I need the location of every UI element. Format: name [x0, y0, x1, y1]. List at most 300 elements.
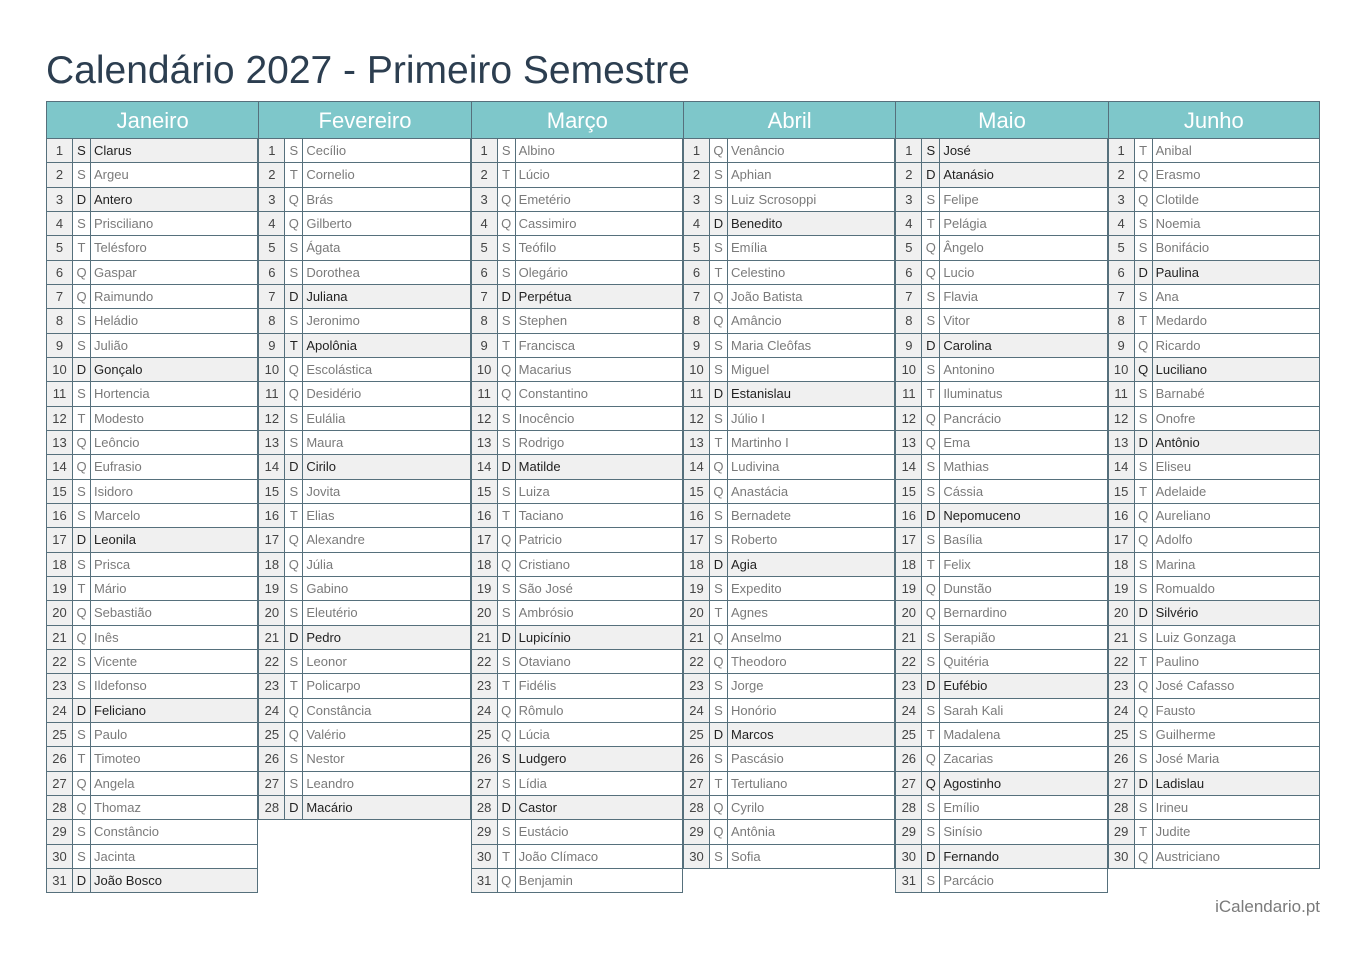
day-row-highlighted: [684, 212, 895, 236]
day-number: 4: [1109, 212, 1135, 235]
day-number: 12: [684, 407, 710, 430]
saint-name: Escolástica: [303, 358, 470, 381]
day-row-highlighted: [47, 699, 258, 723]
weekday-letter: S: [710, 747, 728, 770]
weekday-letter: S: [285, 407, 303, 430]
day-row-highlighted: [1109, 601, 1319, 625]
saint-name: Gonçalo: [91, 358, 258, 381]
day-row: [684, 480, 895, 504]
day-row: [472, 577, 683, 601]
day-number: 7: [47, 285, 73, 308]
saint-name: Sofia: [728, 845, 895, 868]
day-number: 29: [472, 820, 498, 843]
day-number: 8: [47, 309, 73, 332]
saint-name: Dorothea: [303, 261, 470, 284]
day-number: 4: [684, 212, 710, 235]
day-number: 6: [1109, 261, 1135, 284]
day-number: 26: [896, 747, 922, 770]
saint-name: Elias: [303, 504, 470, 527]
saint-name: Romualdo: [1155, 580, 1215, 596]
day-number: 24: [684, 699, 710, 722]
saint-name: Prisciliano: [91, 212, 258, 235]
day-row: [47, 455, 258, 479]
day-row: [896, 407, 1107, 431]
day-number: 22: [1109, 650, 1135, 673]
saint-name: Eufrasio: [91, 455, 258, 478]
day-number: 20: [472, 601, 498, 624]
day-number: 5: [684, 236, 710, 259]
day-number: 1: [47, 139, 73, 162]
day-number: 3: [684, 188, 710, 211]
weekday-letter: S: [922, 455, 940, 478]
saint-name: Heládio: [91, 309, 258, 332]
day-number: 3: [896, 188, 922, 211]
weekday-letter: D: [73, 699, 91, 722]
saint-name: Marina: [1155, 556, 1196, 572]
day-row: [1109, 820, 1319, 844]
day-row: [259, 601, 470, 625]
weekday-letter: S: [1135, 747, 1153, 770]
weekday-letter: Q: [922, 601, 940, 624]
saint-name: Amâncio: [728, 309, 895, 332]
saint-name: Taciano: [516, 504, 683, 527]
day-row: [472, 431, 683, 455]
day-row-highlighted: [472, 626, 683, 650]
weekday-letter: S: [1135, 407, 1153, 430]
day-row: [47, 820, 258, 844]
saint-name: Vitor: [940, 309, 1107, 332]
day-row: [472, 820, 683, 844]
weekday-letter: S: [922, 139, 940, 162]
day-row: [896, 723, 1107, 747]
weekday-letter: D: [1135, 601, 1153, 624]
day-row-highlighted: [896, 504, 1107, 528]
day-number: 9: [47, 334, 73, 357]
saint-name: Benjamin: [516, 869, 683, 892]
weekday-letter: Q: [498, 382, 516, 405]
day-row-highlighted: [684, 723, 895, 747]
day-row: [259, 188, 470, 212]
day-number: 10: [47, 358, 73, 381]
day-row: [684, 528, 895, 552]
day-number: 4: [472, 212, 498, 235]
weekday-letter: S: [498, 309, 516, 332]
day-row-highlighted: [684, 553, 895, 577]
weekday-letter: S: [710, 577, 728, 600]
day-number: 10: [1109, 358, 1135, 381]
day-row: [472, 212, 683, 236]
day-row: [259, 674, 470, 698]
weekday-letter: S: [710, 334, 728, 357]
day-row: [472, 236, 683, 260]
weekday-letter: T: [73, 577, 91, 600]
day-row: [896, 188, 1107, 212]
day-row: [1109, 139, 1319, 163]
day-number: 14: [684, 455, 710, 478]
saint-name: Ricardo: [1155, 337, 1201, 353]
day-row: [1109, 845, 1319, 869]
weekday-letter: Q: [1135, 674, 1153, 697]
day-number: 27: [896, 772, 922, 795]
weekday-letter: S: [285, 577, 303, 600]
weekday-letter: S: [73, 212, 91, 235]
saint-name: Mário: [91, 577, 258, 600]
day-number: 21: [47, 626, 73, 649]
day-number: 26: [259, 747, 285, 770]
month-header: Fevereiro: [258, 101, 470, 139]
day-number: 17: [1109, 528, 1135, 551]
saint-name: Pedro: [303, 626, 470, 649]
saint-name: Silvério: [1153, 601, 1319, 624]
weekday-letter: T: [498, 334, 516, 357]
day-row: [1109, 188, 1319, 212]
day-row: [259, 699, 470, 723]
weekday-letter: S: [710, 407, 728, 430]
saint-name: Francisca: [516, 334, 683, 357]
saint-name: Albino: [516, 139, 683, 162]
saint-name: Miguel: [728, 358, 895, 381]
saint-name: Perpétua: [516, 285, 683, 308]
weekday-letter: Q: [922, 261, 940, 284]
day-row: [472, 382, 683, 406]
weekday-letter: D: [498, 455, 516, 478]
month-header: Maio: [895, 101, 1107, 139]
saint-name: Feliciano: [91, 699, 258, 722]
weekday-letter: Q: [498, 212, 516, 235]
saint-name: Olegário: [516, 261, 683, 284]
day-number: 8: [684, 309, 710, 332]
day-row: [684, 358, 895, 382]
day-number: 13: [896, 431, 922, 454]
saint-name: Antero: [91, 188, 258, 211]
saint-name: Emília: [728, 236, 895, 259]
day-number: 24: [1109, 699, 1135, 722]
saint-name: Gilberto: [303, 212, 470, 235]
saint-name: Bernadete: [728, 504, 895, 527]
weekday-letter: D: [1135, 431, 1153, 454]
day-row: [684, 236, 895, 260]
weekday-letter: S: [498, 820, 516, 843]
weekday-letter: D: [922, 845, 940, 868]
day-row: [47, 772, 258, 796]
day-row: [47, 626, 258, 650]
day-number: 16: [896, 504, 922, 527]
weekday-letter: S: [73, 504, 91, 527]
weekday-letter: S: [73, 845, 91, 868]
saint-name: João Clímaco: [516, 845, 683, 868]
weekday-letter: Q: [285, 699, 303, 722]
saint-name: Eulália: [303, 407, 470, 430]
day-row: [259, 407, 470, 431]
saint-name: Cássia: [940, 480, 1107, 503]
weekday-letter: S: [73, 480, 91, 503]
saint-name: João Batista: [728, 285, 895, 308]
day-number: 31: [47, 869, 73, 892]
day-row: [1109, 553, 1319, 577]
saint-name: Alexandre: [303, 528, 470, 551]
day-row: [259, 139, 470, 163]
weekday-letter: T: [73, 407, 91, 430]
day-number: 30: [896, 845, 922, 868]
day-number: 30: [1109, 845, 1135, 868]
day-row: [259, 163, 470, 187]
day-row: [259, 261, 470, 285]
weekday-letter: Q: [73, 626, 91, 649]
weekday-letter: S: [922, 699, 940, 722]
day-row: [1109, 626, 1319, 650]
day-list: [1108, 139, 1320, 869]
weekday-letter: T: [285, 504, 303, 527]
weekday-letter: Q: [285, 528, 303, 551]
weekday-letter: D: [285, 626, 303, 649]
day-row: [684, 188, 895, 212]
day-row: [47, 480, 258, 504]
day-row: [1109, 212, 1319, 236]
day-row-highlighted: [472, 285, 683, 309]
weekday-letter: S: [922, 869, 940, 892]
day-number: 6: [47, 261, 73, 284]
day-number: 2: [472, 163, 498, 186]
weekday-letter: S: [922, 309, 940, 332]
day-row-highlighted: [259, 334, 470, 358]
day-number: 6: [896, 261, 922, 284]
day-number: 26: [684, 747, 710, 770]
day-row: [472, 139, 683, 163]
weekday-letter: S: [73, 382, 91, 405]
weekday-letter: Q: [922, 431, 940, 454]
saint-name: Leonila: [91, 528, 258, 551]
weekday-letter: S: [922, 820, 940, 843]
day-number: 11: [47, 382, 73, 405]
day-number: 22: [259, 650, 285, 673]
day-number: 18: [1109, 553, 1135, 576]
weekday-letter: D: [710, 212, 728, 235]
weekday-letter: Q: [1135, 358, 1153, 381]
day-row: [47, 747, 258, 771]
day-number: 27: [684, 772, 710, 795]
day-list: [471, 139, 683, 893]
day-row: [1109, 480, 1319, 504]
day-row: [47, 601, 258, 625]
saint-name: Basília: [940, 528, 1107, 551]
day-row: [47, 796, 258, 820]
calendar-grid: [46, 101, 1320, 893]
saint-name: Tertuliano: [728, 772, 895, 795]
day-number: 12: [1109, 407, 1135, 430]
day-number: 8: [472, 309, 498, 332]
day-row: [896, 431, 1107, 455]
day-number: 19: [896, 577, 922, 600]
weekday-letter: Q: [1135, 845, 1153, 868]
saint-name: Maria Cleôfas: [728, 334, 895, 357]
day-number: 16: [1109, 504, 1135, 527]
weekday-letter: T: [498, 504, 516, 527]
day-number: 26: [47, 747, 73, 770]
day-row: [47, 285, 258, 309]
day-row: [47, 163, 258, 187]
saint-name: Matilde: [516, 455, 683, 478]
day-number: 9: [259, 334, 285, 357]
day-number: 29: [684, 820, 710, 843]
day-number: 13: [47, 431, 73, 454]
saint-name: Sinísio: [940, 820, 1107, 843]
saint-name: Nestor: [303, 747, 470, 770]
saint-name: Flavia: [940, 285, 1107, 308]
day-row: [1109, 455, 1319, 479]
day-number: 7: [472, 285, 498, 308]
saint-name: Gaspar: [91, 261, 258, 284]
weekday-letter: D: [922, 334, 940, 357]
day-row: [1109, 528, 1319, 552]
day-row: [684, 139, 895, 163]
weekday-letter: S: [285, 139, 303, 162]
weekday-letter: Q: [922, 747, 940, 770]
day-number: 18: [684, 553, 710, 576]
weekday-letter: D: [922, 674, 940, 697]
day-row: [684, 334, 895, 358]
saint-name: João Bosco: [91, 869, 258, 892]
day-row: [896, 480, 1107, 504]
day-number: 4: [259, 212, 285, 235]
saint-name: Policarpo: [303, 674, 470, 697]
saint-name: Nepomuceno: [940, 504, 1107, 527]
day-number: 24: [896, 699, 922, 722]
month-column-maio: [895, 101, 1107, 893]
day-row: [896, 820, 1107, 844]
saint-name: Sarah Kali: [940, 699, 1107, 722]
day-number: 25: [1109, 723, 1135, 746]
day-row-highlighted: [1109, 358, 1319, 382]
day-number: 7: [1109, 285, 1135, 308]
day-number: 9: [1109, 334, 1135, 357]
weekday-letter: T: [498, 845, 516, 868]
saint-name: Julião: [91, 334, 258, 357]
month-header: Abril: [683, 101, 895, 139]
saint-name: Lucio: [940, 261, 1107, 284]
weekday-letter: D: [922, 504, 940, 527]
weekday-letter: Q: [922, 407, 940, 430]
day-number: 20: [684, 601, 710, 624]
weekday-letter: T: [285, 163, 303, 186]
day-row-highlighted: [896, 139, 1107, 163]
saint-name: Felix: [940, 553, 1107, 576]
saint-name: Eliseu: [1155, 459, 1192, 475]
day-row: [896, 699, 1107, 723]
weekday-letter: Q: [73, 431, 91, 454]
day-number: 19: [684, 577, 710, 600]
day-number: 1: [684, 139, 710, 162]
weekday-letter: Q: [1135, 699, 1153, 722]
weekday-letter: Q: [285, 212, 303, 235]
saint-name: Lídia: [516, 772, 683, 795]
day-row: [259, 528, 470, 552]
day-row: [47, 674, 258, 698]
day-row: [896, 358, 1107, 382]
day-number: 12: [472, 407, 498, 430]
saint-name: Ambrósio: [516, 601, 683, 624]
saint-name: José Cafasso: [1155, 678, 1235, 694]
saint-name: Rômulo: [516, 699, 683, 722]
day-number: 14: [47, 455, 73, 478]
day-row: [472, 650, 683, 674]
day-number: 20: [1109, 601, 1135, 624]
saint-name: Quitéria: [940, 650, 1107, 673]
saint-name: Cassimiro: [516, 212, 683, 235]
day-row: [472, 261, 683, 285]
day-number: 19: [47, 577, 73, 600]
weekday-letter: S: [710, 699, 728, 722]
saint-name: Otaviano: [516, 650, 683, 673]
day-row: [684, 261, 895, 285]
weekday-letter: Q: [710, 480, 728, 503]
saint-name: Luiz Scrosoppi: [728, 188, 895, 211]
month-column-janeiro: [46, 101, 258, 893]
saint-name: Thomaz: [91, 796, 258, 819]
day-number: 27: [47, 772, 73, 795]
weekday-letter: S: [285, 747, 303, 770]
day-number: 26: [472, 747, 498, 770]
weekday-letter: Q: [710, 139, 728, 162]
day-row-highlighted: [896, 845, 1107, 869]
day-number: 11: [896, 382, 922, 405]
weekday-letter: Q: [285, 382, 303, 405]
day-number: 16: [684, 504, 710, 527]
weekday-letter: S: [922, 285, 940, 308]
saint-name: Aureliano: [1155, 507, 1211, 523]
saint-name: Paulino: [1155, 653, 1200, 669]
day-row-highlighted: [472, 747, 683, 771]
day-number: 2: [47, 163, 73, 186]
month-column-fevereiro: [258, 101, 470, 893]
day-number: 15: [259, 480, 285, 503]
saint-name: Lúcio: [516, 163, 683, 186]
weekday-letter: Q: [73, 261, 91, 284]
saint-name: São José: [516, 577, 683, 600]
day-number: 2: [259, 163, 285, 186]
day-number: 13: [1109, 431, 1135, 454]
day-list: [258, 139, 470, 820]
saint-name: Cornelio: [303, 163, 470, 186]
saint-name: José Maria: [1155, 751, 1220, 767]
day-number: 5: [896, 236, 922, 259]
saint-name: Apolônia: [303, 334, 470, 357]
day-row: [684, 650, 895, 674]
saint-name: Guilherme: [1155, 726, 1216, 742]
weekday-letter: S: [1135, 382, 1153, 405]
weekday-letter: Q: [285, 188, 303, 211]
day-row: [1109, 504, 1319, 528]
saint-name: Serapião: [940, 626, 1107, 649]
saint-name: Celestino: [728, 261, 895, 284]
saint-name: Erasmo: [1155, 167, 1201, 183]
day-row: [1109, 309, 1319, 333]
saint-name: Inês: [91, 626, 258, 649]
weekday-letter: Q: [285, 358, 303, 381]
weekday-letter: S: [498, 236, 516, 259]
weekday-letter: D: [285, 796, 303, 819]
saint-name: Júlia: [303, 553, 470, 576]
day-number: 6: [259, 261, 285, 284]
saint-name: Juliana: [303, 285, 470, 308]
weekday-letter: D: [285, 285, 303, 308]
day-row-highlighted: [472, 796, 683, 820]
saint-name: Prisca: [91, 553, 258, 576]
saint-name: Noemia: [1155, 215, 1201, 231]
day-number: 14: [259, 455, 285, 478]
weekday-letter: T: [1135, 309, 1153, 332]
day-row: [47, 236, 258, 260]
weekday-letter: S: [498, 431, 516, 454]
